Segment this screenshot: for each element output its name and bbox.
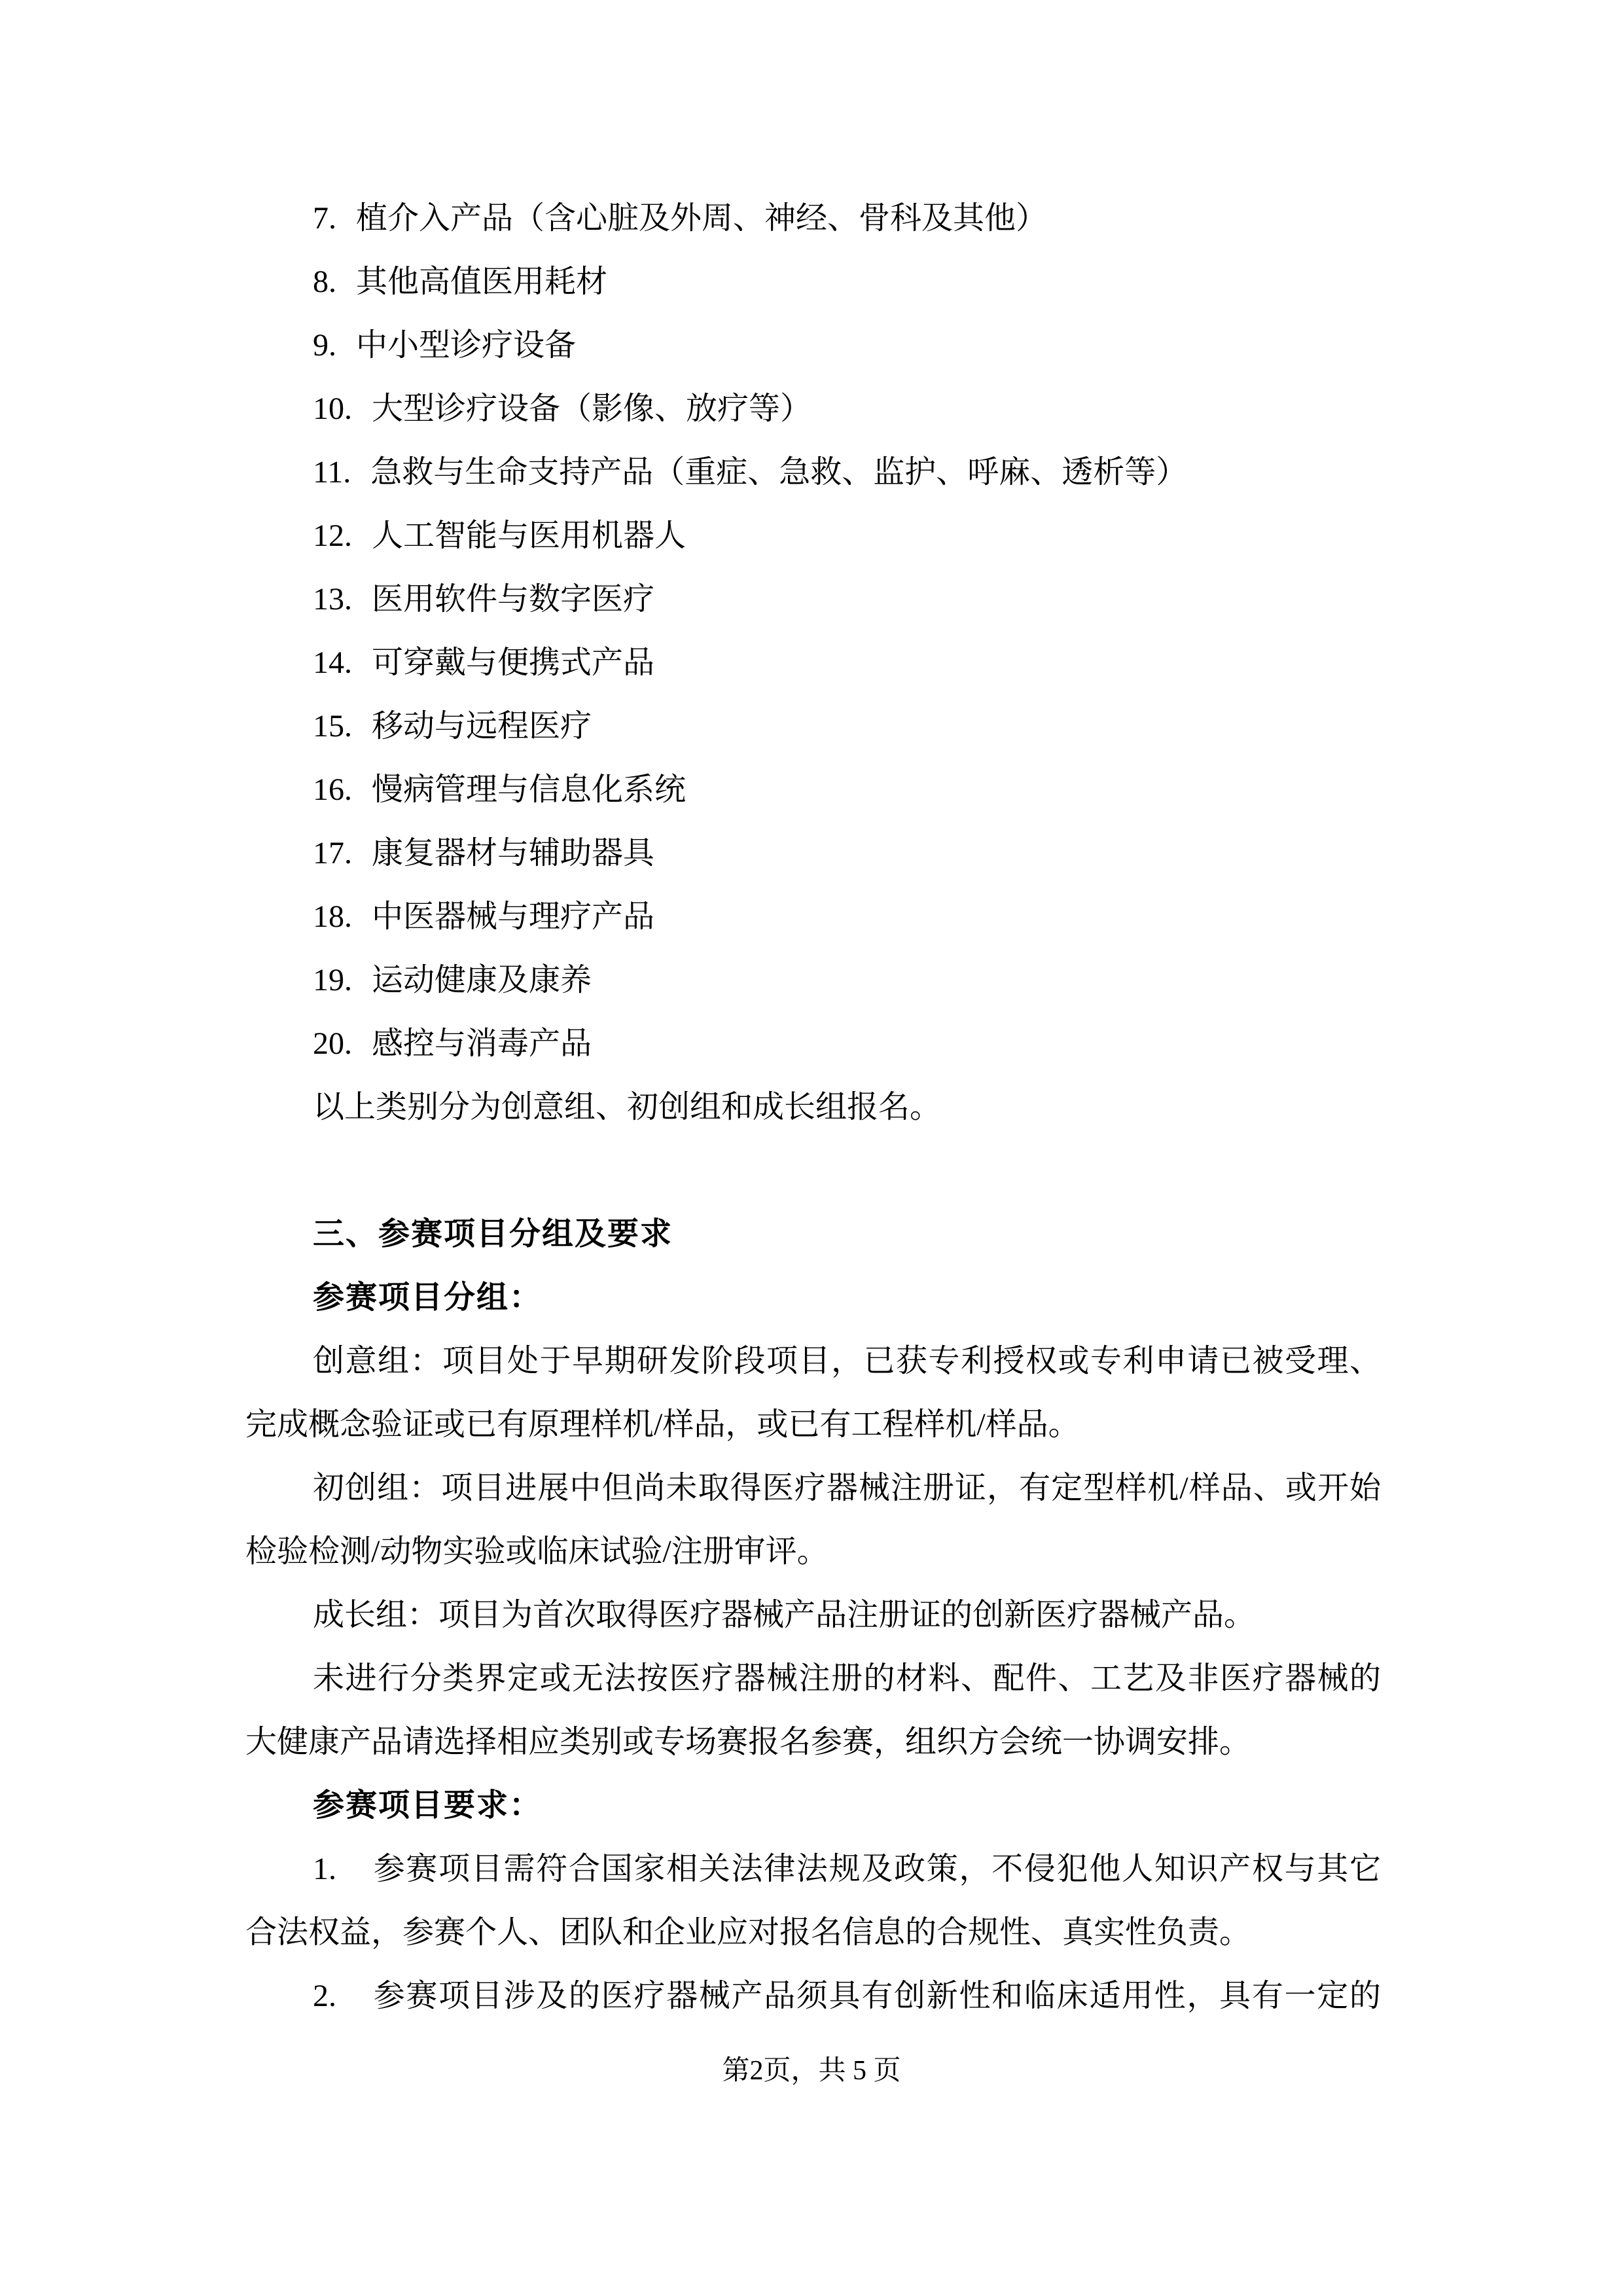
item-number: 10. (313, 391, 352, 426)
creative-group-line-2: 完成概念验证或已有原理样机/样品，或已有工程样机/样品。 (245, 1407, 1080, 1442)
item-number: 7. (313, 201, 336, 236)
section-heading-3: 三、参赛项目分组及要求 (313, 1217, 673, 1251)
item-text: 中小型诊疗设备 (356, 328, 577, 363)
grouping-subtitle: 参赛项目分组： (313, 1280, 543, 1315)
item-text: 医用软件与数字医疗 (372, 582, 655, 617)
requirement-1-line-2: 合法权益，参赛个人、团队和企业应对报名信息的合规性、真实性负责。 (245, 1915, 1251, 1950)
item-number: 20. (313, 1026, 352, 1061)
item-text: 康复器材与辅助器具 (372, 836, 655, 870)
item-text: 人工智能与医用机器人 (372, 518, 687, 553)
item-number: 17. (313, 836, 352, 870)
item-text: 急救与生命支持产品（重症、急救、监护、呼麻、透析等） (370, 455, 1188, 490)
category-item-13 (245, 567, 1381, 631)
item-text: 感控与消毒产品 (372, 1026, 592, 1061)
creative-group-line-1: 创意组：项目处于早期研发阶段项目，已获专利授权或专利申请已被受理、 (313, 1344, 1381, 1378)
requirements-subtitle: 参赛项目要求： (313, 1788, 543, 1823)
category-item-10 (245, 377, 1381, 440)
item-number: 11. (313, 455, 351, 490)
requirement-number: 1. (313, 1852, 336, 1886)
requirement-text: 参赛项目涉及的医疗器械产品须具有创新性和临床适用性，具有一定的 (372, 1979, 1381, 2013)
item-text: 大型诊疗设备（影像、放疗等） (372, 391, 812, 426)
category-item-14 (245, 631, 1381, 694)
category-item-19 (245, 948, 1381, 1012)
item-number: 19. (313, 963, 352, 997)
startup-group-line-2: 检验检测/动物实验或临床试验/注册审评。 (245, 1534, 829, 1569)
requirement-1-line-1 (245, 1837, 1381, 1901)
requirement-number: 2. (313, 1979, 336, 2013)
item-number: 16. (313, 772, 352, 807)
page-number-footer: 第2页，共 5 页 (722, 2056, 901, 2086)
document-body (245, 187, 1381, 2028)
item-number: 8. (313, 264, 336, 299)
category-item-20 (245, 1012, 1381, 1075)
category-item-18 (245, 885, 1381, 948)
item-text: 可穿戴与便携式产品 (372, 645, 655, 680)
category-item-16 (245, 758, 1381, 821)
unclassified-line-2: 大健康产品请选择相应类别或专场赛报名参赛，组织方会统一协调安排。 (245, 1725, 1251, 1759)
item-number: 9. (313, 328, 336, 363)
item-number: 18. (313, 899, 352, 934)
item-text: 慢病管理与信息化系统 (372, 772, 687, 807)
requirement-text: 参赛项目需符合国家相关法律法规及政策，不侵犯他人知识产权与其它 (372, 1852, 1381, 1886)
category-item-15 (245, 694, 1381, 758)
category-item-12 (245, 504, 1381, 567)
category-item-8 (245, 250, 1381, 314)
growth-group-line: 成长组：项目为首次取得医疗器械产品注册证的创新医疗器械产品。 (313, 1598, 1256, 1632)
unclassified-line-1: 未进行分类界定或无法按医疗器械注册的材料、配件、工艺及非医疗器械的 (313, 1661, 1381, 1696)
category-item-9 (245, 314, 1381, 377)
requirement-2-line-1 (245, 1964, 1381, 2028)
closing-note: 以上类别分为创意组、初创组和成长组报名。 (313, 1090, 942, 1124)
item-number: 12. (313, 518, 352, 553)
item-text: 其他高值医用耗材 (356, 264, 608, 299)
item-number: 15. (313, 709, 352, 744)
category-item-17 (245, 821, 1381, 885)
category-item-11 (245, 440, 1381, 504)
category-item-7 (245, 187, 1381, 250)
item-text: 移动与远程医疗 (372, 709, 592, 744)
item-number: 14. (313, 645, 352, 680)
item-text: 运动健康及康养 (372, 963, 592, 997)
item-text: 植介入产品（含心脏及外周、神经、骨科及其他） (356, 201, 1048, 236)
startup-group-line-1: 初创组：项目进展中但尚未取得医疗器械注册证，有定型样机/样品、或开始 (313, 1471, 1381, 1505)
item-number: 13. (313, 582, 352, 617)
item-text: 中医器械与理疗产品 (372, 899, 655, 934)
